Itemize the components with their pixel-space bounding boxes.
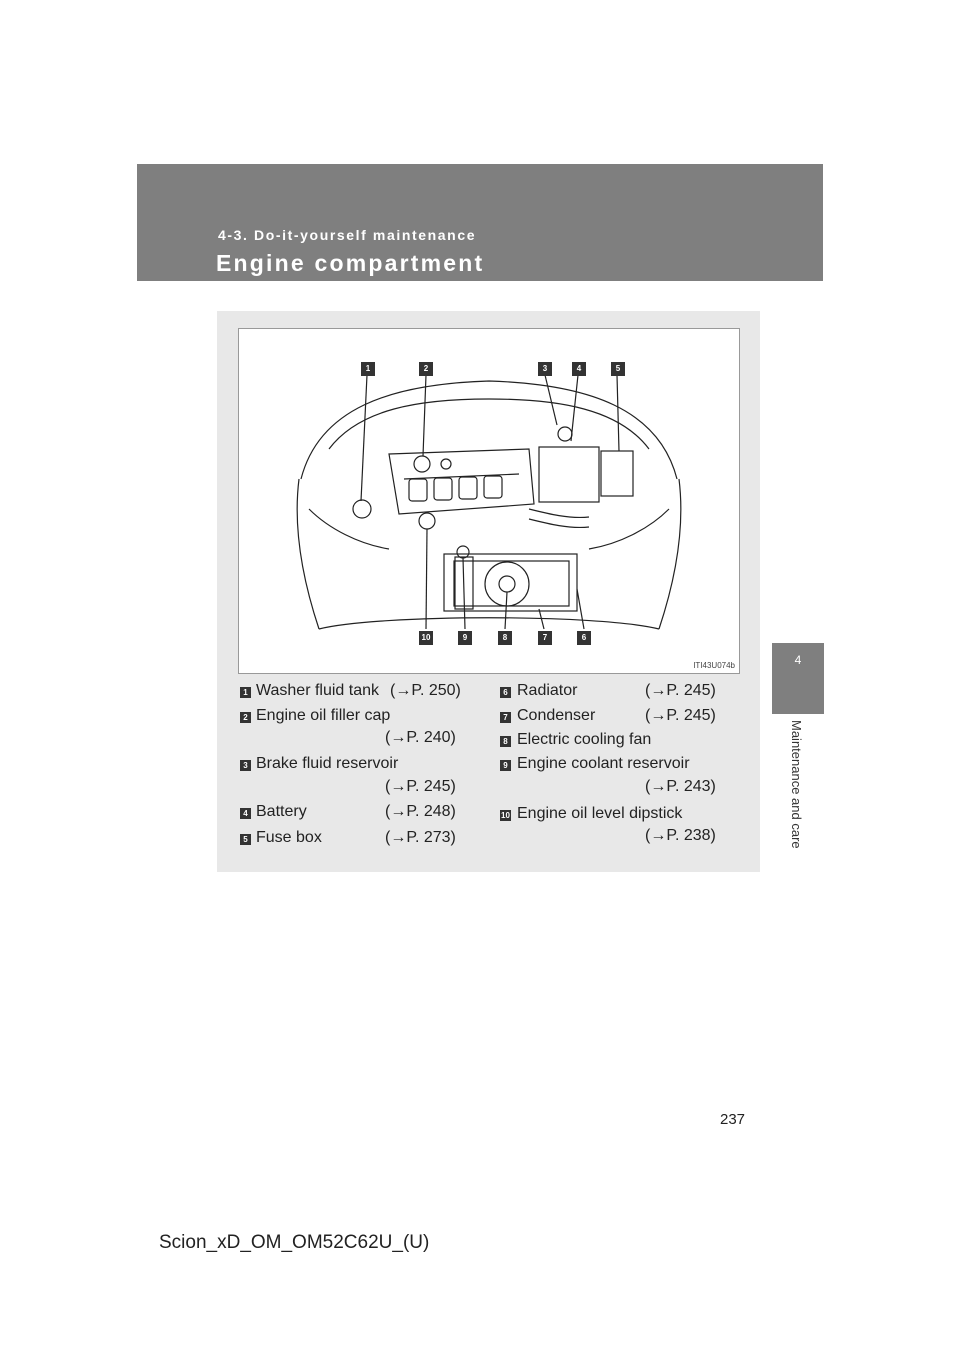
item-badge-3: 3 — [240, 760, 251, 771]
figure-code: ITI43U074b — [693, 661, 735, 670]
item-label-5: Fuse box — [256, 829, 322, 846]
item-ref-4[interactable]: (→P. 248) — [385, 803, 456, 820]
item-badge-8: 8 — [500, 736, 511, 747]
callout-3: 3 — [538, 362, 552, 376]
item-label-8: Electric cooling fan — [517, 731, 652, 748]
item-ref-5[interactable]: (→P. 273) — [385, 829, 456, 846]
item-badge-4: 4 — [240, 808, 251, 819]
item-label-2: Engine oil filler cap — [256, 707, 391, 724]
item-label-3: Brake fluid reservoir — [256, 755, 399, 772]
callout-2: 2 — [419, 362, 433, 376]
callout-10: 10 — [419, 631, 433, 645]
engine-compartment-illustration — [238, 328, 740, 674]
item-ref-6[interactable]: (→P. 245) — [645, 682, 716, 699]
chapter-tab[interactable] — [772, 643, 824, 714]
callout-8: 8 — [498, 631, 512, 645]
item-ref-3[interactable]: (→P. 245) — [385, 778, 456, 795]
callout-7: 7 — [538, 631, 552, 645]
callout-5: 5 — [611, 362, 625, 376]
item-ref-9[interactable]: (→P. 243) — [645, 778, 716, 795]
page-title: Engine compartment — [216, 250, 485, 276]
item-badge-1: 1 — [240, 687, 251, 698]
item-label-10: Engine oil level dipstick — [517, 805, 683, 822]
item-label-7: Condenser — [517, 707, 596, 724]
item-badge-5: 5 — [240, 834, 251, 845]
item-ref-10[interactable]: (→P. 238) — [645, 827, 716, 844]
page-number: 237 — [720, 1111, 746, 1128]
document-id: Scion_xD_OM_OM52C62U_(U) — [159, 1232, 430, 1253]
item-ref-2[interactable]: (→P. 240) — [385, 729, 456, 746]
callout-1: 1 — [361, 362, 375, 376]
item-badge-9: 9 — [500, 760, 511, 771]
chapter-label-text: Maintenance and care — [789, 720, 804, 849]
item-badge-10: 10 — [501, 811, 510, 820]
item-badge-7: 7 — [500, 712, 511, 723]
item-badge-2: 2 — [240, 712, 251, 723]
callout-9: 9 — [458, 631, 472, 645]
callout-4: 4 — [572, 362, 586, 376]
chapter-label — [790, 720, 806, 860]
item-ref-7[interactable]: (→P. 245) — [645, 707, 716, 724]
chapter-number: 4 — [794, 653, 802, 667]
item-label-1: Washer fluid tank — [256, 682, 380, 699]
item-label-6: Radiator — [517, 682, 578, 699]
item-ref-1[interactable]: (→P. 250) — [390, 682, 461, 699]
item-badge-6: 6 — [500, 687, 511, 698]
item-label-4: Battery — [256, 803, 307, 820]
engine-drawing — [239, 329, 739, 673]
section-label: 4-3. Do-it-yourself maintenance — [218, 227, 477, 243]
item-label-9: Engine coolant reservoir — [517, 755, 690, 772]
callout-6: 6 — [577, 631, 591, 645]
